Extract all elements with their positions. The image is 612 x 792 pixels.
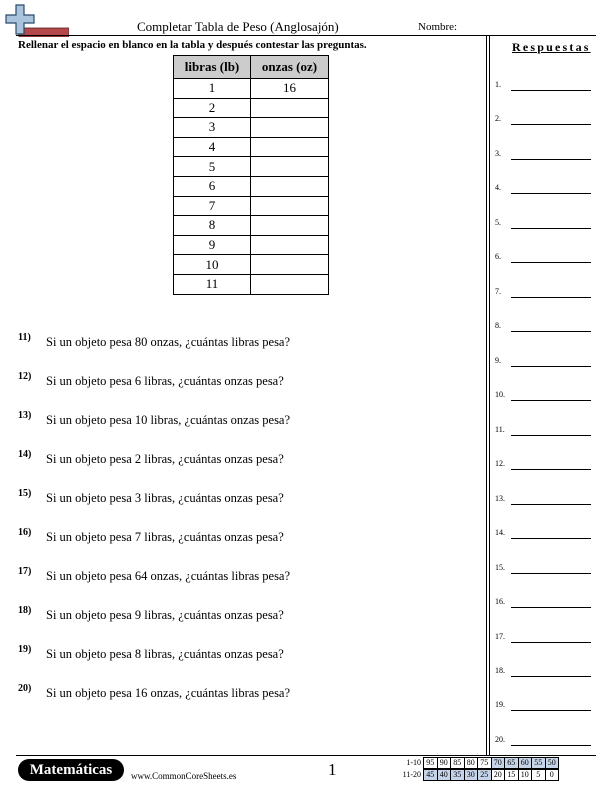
answer-slot[interactable]	[495, 114, 595, 126]
question-text: Si un objeto pesa 2 libras, ¿cuántas onzas pesa?	[46, 452, 284, 466]
answer-number: 19.	[495, 700, 505, 709]
ounces-blank-cell[interactable]	[251, 118, 329, 138]
site-url: www.CommonCoreSheets.es	[131, 771, 237, 781]
question-number: 15)	[18, 488, 32, 499]
score-table-row-2	[397, 769, 559, 781]
question-text: Si un objeto pesa 3 libras, ¿cuántas onzas pesa?	[46, 491, 284, 505]
column-divider	[486, 35, 487, 755]
question-number: 14)	[18, 449, 32, 460]
ounces-blank-cell[interactable]	[251, 216, 329, 236]
score-range-label: 1-10	[406, 758, 421, 767]
answer-slot[interactable]	[495, 700, 595, 712]
answer-line[interactable]	[511, 297, 591, 298]
answer-number: 13.	[495, 494, 505, 503]
ounces-blank-cell[interactable]	[251, 196, 329, 216]
answer-slot[interactable]	[495, 356, 595, 368]
score-cell: 55	[532, 758, 546, 769]
answer-slot[interactable]	[495, 597, 595, 609]
answer-slot[interactable]	[495, 632, 595, 644]
score-cell: 40	[437, 770, 451, 781]
column-header-ounces: onzas (oz)	[251, 56, 329, 79]
answer-line[interactable]	[511, 90, 591, 91]
answer-number: 1.	[495, 80, 501, 89]
score-cell: 80	[464, 758, 478, 769]
score-cell: 15	[505, 770, 519, 781]
answer-slot[interactable]	[495, 252, 595, 264]
ounces-blank-cell[interactable]	[251, 235, 329, 255]
answer-line[interactable]	[511, 331, 591, 332]
answers-heading: Respuestas	[512, 40, 591, 54]
header-divider	[16, 35, 596, 36]
answer-number: 6.	[495, 252, 501, 261]
answer-number: 20.	[495, 735, 505, 744]
score-cell: 95	[424, 758, 438, 769]
pounds-cell: 1	[174, 79, 251, 99]
answer-number: 11.	[495, 425, 505, 434]
question-number: 20)	[18, 683, 32, 694]
answer-line[interactable]	[511, 745, 591, 746]
question-text: Si un objeto pesa 6 libras, ¿cuántas onzas pesa?	[46, 374, 284, 388]
answer-slot[interactable]	[495, 321, 595, 333]
question-number: 12)	[18, 371, 32, 382]
pounds-cell: 11	[174, 274, 251, 294]
pounds-cell: 10	[174, 255, 251, 275]
table-row	[174, 196, 329, 216]
answer-number: 17.	[495, 632, 505, 641]
question-number: 11)	[18, 332, 31, 343]
answer-slot[interactable]	[495, 287, 595, 299]
answer-line[interactable]	[511, 573, 591, 574]
answer-slot[interactable]	[495, 563, 595, 575]
score-cell: 70	[491, 758, 505, 769]
answer-slot[interactable]	[495, 218, 595, 230]
answer-slot[interactable]	[495, 183, 595, 195]
pounds-cell: 6	[174, 176, 251, 196]
table-row	[174, 255, 329, 275]
answer-number: 8.	[495, 321, 501, 330]
question-number: 17)	[18, 566, 32, 577]
footer-divider	[16, 755, 596, 756]
table-row	[174, 176, 329, 196]
question-text: Si un objeto pesa 80 onzas, ¿cuántas libras pesa?	[46, 335, 291, 349]
answer-number: 7.	[495, 287, 501, 296]
answer-number: 2.	[495, 114, 501, 123]
question-text: Si un objeto pesa 7 libras, ¿cuántas onzas pesa?	[46, 530, 284, 544]
answer-number: 12.	[495, 459, 505, 468]
score-cell: 0	[545, 770, 559, 781]
answer-slot[interactable]	[495, 425, 595, 437]
answer-slot[interactable]	[495, 459, 595, 471]
answer-line[interactable]	[511, 193, 591, 194]
table-row	[174, 118, 329, 138]
score-range-label: 11-20	[402, 770, 421, 779]
question-text: Si un objeto pesa 9 libras, ¿cuántas onzas pesa?	[46, 608, 284, 622]
column-header-pounds: libras (lb)	[174, 56, 251, 79]
answer-line[interactable]	[511, 607, 591, 608]
column-divider	[489, 35, 490, 755]
table-row	[174, 274, 329, 294]
answer-number: 10.	[495, 390, 505, 399]
answer-line[interactable]	[511, 469, 591, 470]
answer-slot[interactable]	[495, 494, 595, 506]
plus-logo-icon	[3, 3, 69, 37]
answer-line[interactable]	[511, 366, 591, 367]
answer-number: 16.	[495, 597, 505, 606]
answer-slot[interactable]	[495, 149, 595, 161]
score-cell: 50	[545, 758, 559, 769]
table-row	[174, 79, 329, 99]
answer-number: 4.	[495, 183, 501, 192]
ounces-blank-cell[interactable]	[251, 176, 329, 196]
name-label: Nombre:	[418, 21, 458, 33]
table-row	[174, 216, 329, 236]
question-number: 16)	[18, 527, 32, 538]
answer-line[interactable]	[511, 159, 591, 160]
answer-line[interactable]	[511, 228, 591, 229]
table-row	[174, 157, 329, 177]
question-number: 13)	[18, 410, 32, 421]
pounds-cell: 4	[174, 137, 251, 157]
score-row	[397, 758, 559, 769]
score-table-row-1	[397, 757, 559, 769]
pounds-cell: 7	[174, 196, 251, 216]
answer-number: 14.	[495, 528, 505, 537]
score-cell: 35	[451, 770, 465, 781]
score-cell: 85	[451, 758, 465, 769]
answer-line[interactable]	[511, 676, 591, 677]
pounds-cell: 3	[174, 118, 251, 138]
answer-slot[interactable]	[495, 80, 595, 92]
ounces-blank-cell[interactable]	[251, 157, 329, 177]
score-cell: 10	[518, 770, 532, 781]
table-row	[174, 235, 329, 255]
answer-slot[interactable]	[495, 666, 595, 678]
table-header-row	[174, 56, 329, 79]
score-cell: 20	[491, 770, 505, 781]
ounces-blank-cell[interactable]	[251, 137, 329, 157]
pounds-cell: 2	[174, 98, 251, 118]
score-cell: 25	[478, 770, 492, 781]
answer-slot[interactable]	[495, 528, 595, 540]
answer-number: 15.	[495, 563, 505, 572]
answer-number: 9.	[495, 356, 501, 365]
answer-slot[interactable]	[495, 735, 595, 747]
question-text: Si un objeto pesa 16 onzas, ¿cuántas libras pesa?	[46, 686, 291, 700]
ounces-blank-cell[interactable]	[251, 98, 329, 118]
answer-number: 5.	[495, 218, 501, 227]
score-cell: 60	[518, 758, 532, 769]
question-text: Si un objeto pesa 10 libras, ¿cuántas onzas pesa?	[46, 413, 291, 427]
question-number: 18)	[18, 605, 32, 616]
pounds-cell: 9	[174, 235, 251, 255]
score-cell: 90	[437, 758, 451, 769]
answer-line[interactable]	[511, 538, 591, 539]
table-row	[174, 98, 329, 118]
table-row	[174, 137, 329, 157]
score-cell: 5	[532, 770, 546, 781]
pounds-cell: 5	[174, 157, 251, 177]
conversion-table	[173, 55, 329, 295]
brand-badge: Matemáticas	[18, 759, 124, 781]
answer-number: 18.	[495, 666, 505, 675]
ounces-blank-cell[interactable]	[251, 255, 329, 275]
answer-line[interactable]	[511, 124, 591, 125]
question-text: Si un objeto pesa 64 onzas, ¿cuántas libras pesa?	[46, 569, 291, 583]
score-cell: 30	[464, 770, 478, 781]
answer-line[interactable]	[511, 504, 591, 505]
answer-line[interactable]	[511, 435, 591, 436]
score-row	[397, 770, 559, 781]
page-title: Completar Tabla de Peso (Anglosajón)	[137, 19, 339, 34]
question-text: Si un objeto pesa 8 libras, ¿cuántas onzas pesa?	[46, 647, 284, 661]
instructions: Rellenar el espacio en blanco en la tabla y después contestar las preguntas.	[18, 39, 367, 51]
answer-slot[interactable]	[495, 390, 595, 402]
ounces-blank-cell[interactable]	[251, 274, 329, 294]
ounces-cell: 16	[251, 79, 329, 99]
score-cell: 65	[505, 758, 519, 769]
answer-line[interactable]	[511, 262, 591, 263]
answer-line[interactable]	[511, 710, 591, 711]
score-cell: 75	[478, 758, 492, 769]
pounds-cell: 8	[174, 216, 251, 236]
answer-line[interactable]	[511, 642, 591, 643]
answer-line[interactable]	[511, 400, 591, 401]
score-cell: 45	[424, 770, 438, 781]
page-number: 1	[328, 760, 337, 779]
question-number: 19)	[18, 644, 32, 655]
answer-number: 3.	[495, 149, 501, 158]
